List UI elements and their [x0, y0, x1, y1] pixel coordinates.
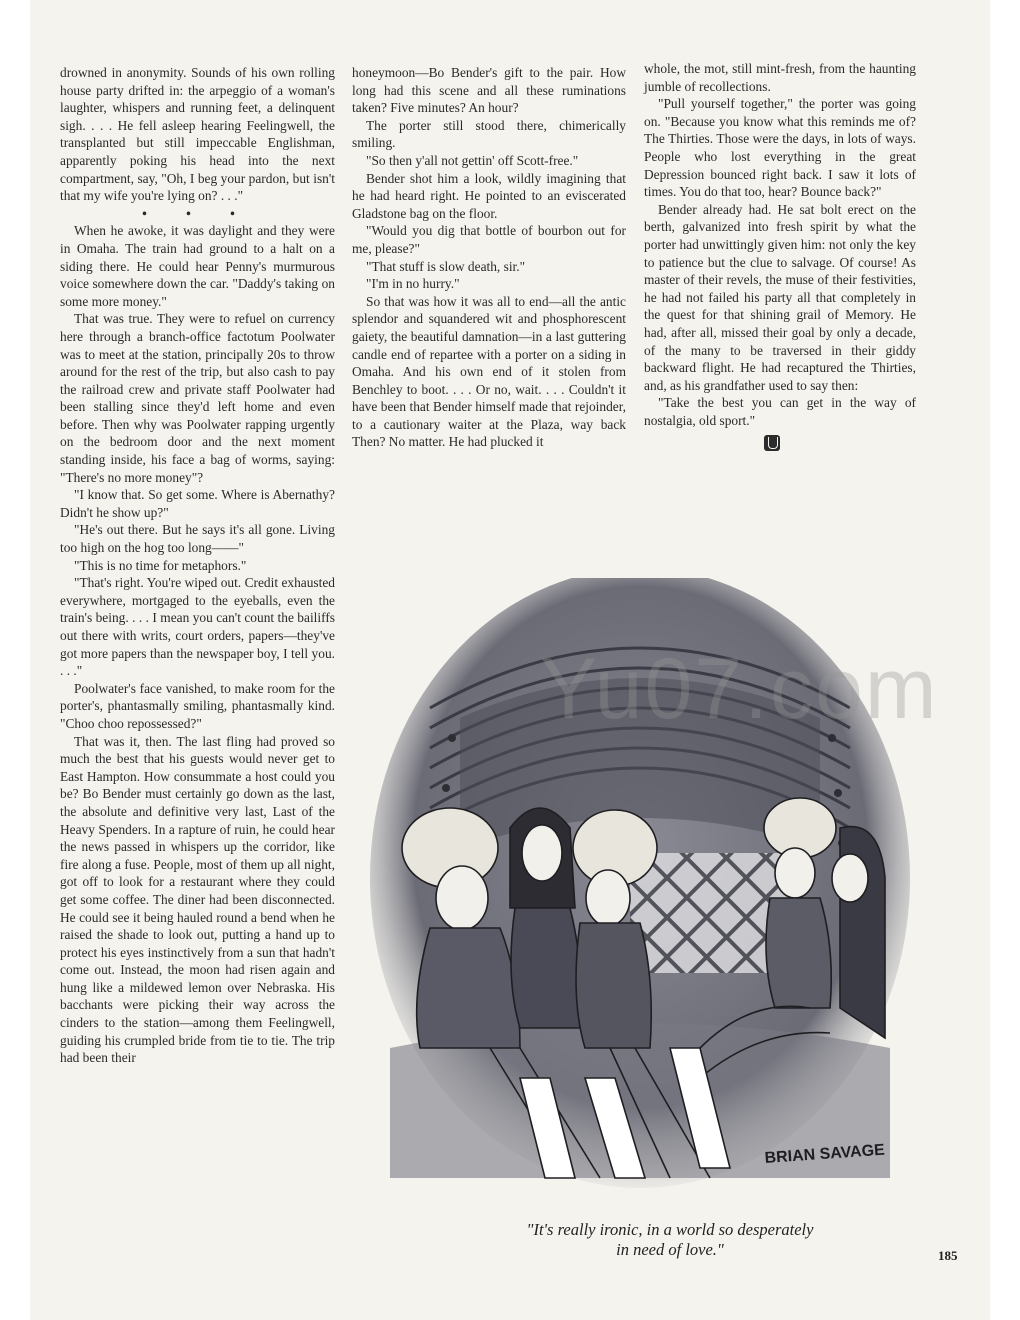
text-column-3	[644, 60, 916, 451]
paragraph: So that was how it was all to end—all the antic splendor and squandered wit and phosphorescent gaiety, the beautiful damnation—in a last guttering candle end of repartee with a porter on a siding in Omaha. And his own end of it stolen from Benchley to boot. . . . Or no, wait. . . . Couldn't it have been that Bender himself made that rejoinder, to a cautionary waiter at the Plaza, way back Then? No matter. He had plucked it	[352, 293, 626, 450]
paragraph: That was true. They were to refuel on currency here through a branch-office factotum Poolwater was to meet at the station, principally 20s to throw around for the rest of the trip, but also cash to pay the railroad crew and private staff Poolwater had been stalling since they'd left home and even before. Then why was Poolwater rapping urgently on the bedroom door and the next moment standing inside, his face a bag of worms, saying: "There's no more money"?	[60, 311, 335, 485]
paragraph: "I know that. So get some. Where is Abernathy? Didn't he show up?"	[60, 487, 335, 520]
watermark: Yu07.com	[540, 641, 939, 737]
paragraph: Bender already had. He sat bolt erect on the berth, galvanized into fresh spirit by what the porter had unwittingly given him: not only the key to patience but the clue to salvage. Of course! As master of their revels, the muse of their festivities, he had not failed his party all that completely in the quest for that shining grail of Memory. He had, after all, missed their goal by only a decade, of the many to be traversed in their giddy backward flight. He had recaptured the Thirties, and, as his grandfather used to say then:	[644, 201, 916, 393]
woman-figure-5	[832, 827, 885, 1038]
cartoon-caption	[430, 1220, 910, 1260]
caption-line-1: "It's really ironic, in a world so desperately	[526, 1220, 814, 1239]
woman-figure-2	[510, 808, 581, 1028]
playboy-bunny-end-mark-icon	[764, 435, 780, 451]
paragraph: "Would you dig that bottle of bourbon out for me, please?"	[352, 223, 626, 256]
paragraph: "That's right. You're wiped out. Credit exhausted everywhere, mortgaged to the eyeballs, even the train's being. . . . I mean you can't count the bailiffs out there with writs, court orders, papers—they've got more papers than the newspaper boy, I tell you. . . ."	[60, 575, 335, 679]
paragraph: That was it, then. The last fling had proved so much the best that his guests would never get to East Hampton. How consummate a host could you be? Bo Bender must certainly go down as the last, the absolute and definitive very last, Last of the Heavy Spenders. In a rapture of ruin, he could hear the news passed in whispers up the corridor, like fire along a fuse. People, most of them up all night, got off to look for a restaurant where they could get some coffee. The diner had been disconnected. He could see it being hauled round a bend when he raised the shade to look out, putting a hand up to protect his eyes instinctively from a sun that hadn't come out. Instead, the moon had risen again and hung like a mildewed lemon over Nebraska. His bacchants were picking their way across the cinders to the station—among them Feelingwell, guiding his crumpled bride from tie to tie. The trip had been their	[60, 733, 335, 1066]
paragraph: "This is no time for metaphors."	[74, 557, 247, 573]
paragraph: "Pull yourself together," the porter was going on. "Because you know what this reminds me of? The Thirties. Those were the days, in lots of ways. People who lost everything in the great Depression bounced right back. I saw it lots of times. You do that too, hear? Bounce back?"	[644, 96, 916, 200]
paragraph: honeymoon—Bo Bender's gift to the pair. How long had this scene and all these ruminations taken? Five minutes? An hour?	[352, 65, 626, 116]
paragraph: drowned in anonymity. Sounds of his own rolling house party drifted in: the arpeggio of a woman's laughter, whispers and running feet, a delinquent sigh. . . . He fell asleep hearing Feelingwell, the transplanted but still impeccable Englishman, apparently poking his head into the next compartment, say, "Oh, I beg your pardon, but isn't that my wife you're lying on? . . ."	[60, 65, 335, 204]
paragraph: Poolwater's face vanished, to make room for the porter's, phantasmally smiling, phantasmally kind. "Choo choo repossessed?"	[60, 680, 335, 731]
paragraph: Bender shot him a look, wildly imagining that he had heard right. He pointed to an eviscerated Gladstone bag on the floor.	[352, 170, 626, 221]
paragraph: When he awoke, it was daylight and they were in Omaha. The train had ground to a halt on a siding there. He could hear Penny's murmurous voice somewhere down the car. "Daddy's taking on some more money."	[60, 223, 335, 309]
paragraph: "So then y'all not gettin' off Scott-free."	[366, 152, 579, 168]
caption-line-2: in need of love."	[616, 1240, 724, 1259]
paragraph: "I'm in no hurry."	[366, 276, 460, 292]
text-column-1	[60, 64, 335, 1067]
paragraph: whole, the mot, still mint-fresh, from the haunting jumble of recollections.	[644, 61, 916, 94]
cartoon-illustration	[370, 578, 910, 1194]
paragraph: "He's out there. But he says it's all gone. Living too high on the hog too long——"	[60, 522, 335, 556]
paragraph: "That stuff is slow death, sir."	[366, 258, 526, 274]
text-column-2	[352, 64, 626, 451]
section-divider: • • •	[142, 205, 253, 221]
artist-signature: BRIAN SAVAGE	[764, 1141, 886, 1167]
page-number: 185	[938, 1248, 958, 1263]
paragraph: The porter still stood there, chimerically smiling.	[352, 117, 626, 151]
paragraph: "Take the best you can get in the way of nostalgia, old sport."	[644, 395, 916, 428]
